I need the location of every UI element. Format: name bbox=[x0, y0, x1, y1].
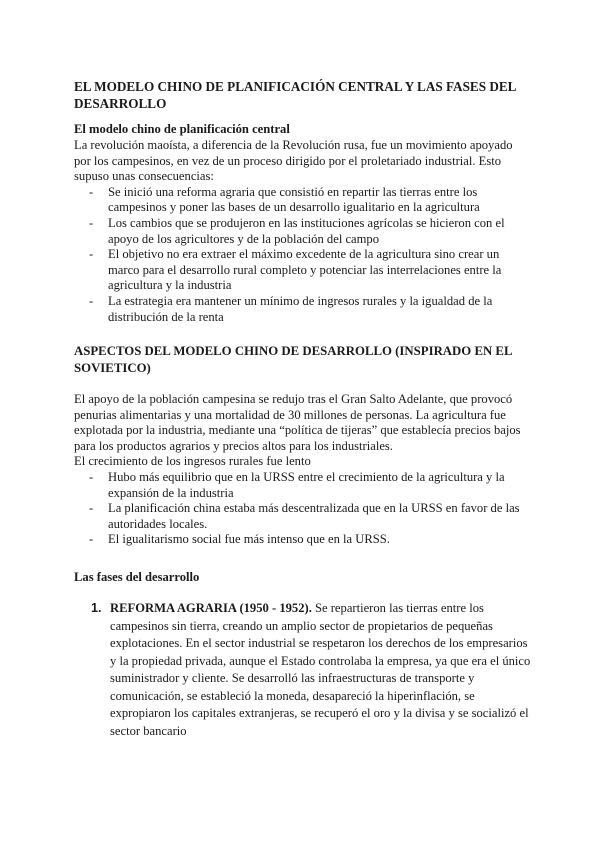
section-fases-body bbox=[74, 600, 532, 740]
section-heading-planificacion: El modelo chino de planificación central bbox=[74, 122, 290, 136]
list-item: - El objetivo no era extraer el máximo excedente de la agricultura sino crear un marco para el desarrollo rural completo y potenciar las interrelaciones entre la agricultura y la industria bbox=[74, 247, 530, 294]
list-item: - El igualitarismo social fue más intenso que en la URSS. bbox=[74, 532, 530, 548]
aspectos-paragraph: El apoyo de la población campesina se redujo tras el Gran Salto Adelante, que provocó penurias alimentarias y una mortalidad de 30 millones de personas. La agricultura fue explotada por la industria, mediante una “política de tijeras” que establecía precios bajos para los productos agrarios y precios altos para los industriales. bbox=[74, 392, 521, 453]
list-item: - La estrategia era mantener un mínimo de ingresos rurales y la igualdad de la distribución de la renta bbox=[74, 294, 530, 325]
list-item: - Se inició una reforma agraria que consistió en repartir las tierras entre los campesinos y poner las bases de un desarrollo igualitario en la agricultura bbox=[74, 185, 530, 216]
phase-title: REFORMA AGRARIA (1950 - 1952). bbox=[110, 601, 312, 615]
section-planificacion-body bbox=[74, 138, 530, 325]
section-heading-fases: Las fases del desarrollo bbox=[74, 570, 200, 584]
aspectos-paragraph-2: El crecimiento de los ingresos rurales fue lento bbox=[74, 454, 311, 469]
fases-list bbox=[74, 600, 532, 740]
section-heading-aspectos: ASPECTOS DEL MODELO CHINO DE DESARROLLO (INSPIRADO EN EL SOVIETICO) bbox=[74, 344, 512, 375]
document-title: EL MODELO CHINO DE PLANIFICACIÓN CENTRAL Y LAS FASES DEL DESARROLLO bbox=[74, 79, 516, 111]
consequences-list bbox=[74, 185, 530, 325]
list-item: - Los cambios que se produjeron en las instituciones agrícolas se hicieron con el apoyo de los agricultores y de la población del campo bbox=[74, 216, 530, 247]
phase-text: Se repartieron las tierras entre los campesinos sin tierra, creando un amplio sector de propietarios de pequeñas explotaciones. En el sector industrial se respetaron los derechos de los empresarios y la propiedad privada, aunque el Estado controlaba la empresa, ya que era el único suministrador y cliente. Se desarrolló las infraestructuras de transporte y comunicación, se estableció la moneda, desapareció la hiperinflación, se expropiaron los capitales extranjeras, se recuperó el oro y la divisa y se socializó el sector bancario bbox=[110, 601, 531, 738]
intro-paragraph: La revolución maoísta, a diferencia de la Revolución rusa, fue un movimiento apoyado por los campesinos, en vez de un proceso dirigido por el proletariado industrial. Esto supuso unas consecuencias: bbox=[74, 138, 513, 184]
list-item: - La planificación china estaba más descentralizada que en la URSS en favor de las autoridades locales. bbox=[74, 501, 530, 532]
list-number: 1. bbox=[91, 601, 102, 615]
list-item bbox=[74, 600, 532, 740]
aspectos-list bbox=[74, 470, 530, 548]
list-item: - Hubo más equilibrio que en la URSS entre el crecimiento de la agricultura y la expansión de la industria bbox=[74, 470, 530, 501]
section-aspectos-body bbox=[74, 392, 530, 548]
